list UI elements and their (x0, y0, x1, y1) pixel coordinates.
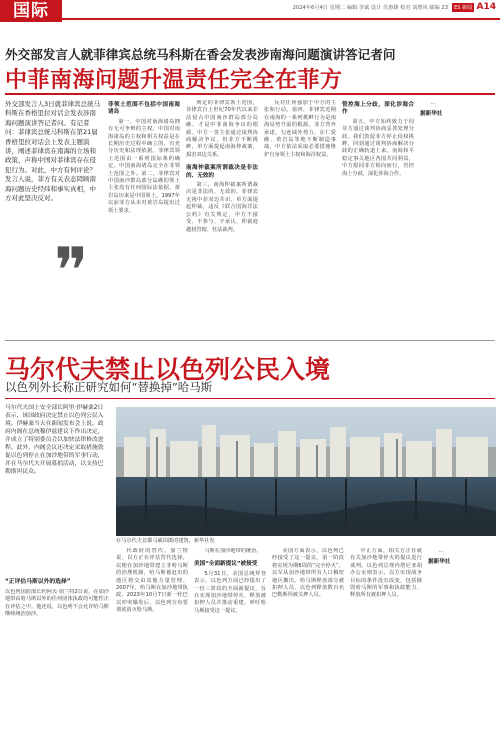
article1-col5-text: 第五，中方始终致力于同菲方通过谈判协商妥善处理分歧。我们敦促菲方停止侵权挑衅，回到通过谈判协商解决分歧的正确轨道上来。南海和平稳定事关地区各国共同利益，中方愿同菲方相向而行，管控海上分歧，深化涉海合作。 (342, 118, 414, 177)
article1-subtitle: 外交部发言人就菲律宾总统马科斯在香会发表涉南海问题演讲答记者问 (5, 47, 396, 62)
article2-box-text: 以色列国防部长约阿夫·加兰特2日说，在加沙地带由哈马斯以外的任何团体执政的可能性正在评估之中。他还说，以色列不会允许哈马斯继续统治加沙。 (5, 589, 109, 618)
article1-rule (5, 93, 495, 95)
page-number: A14 (476, 2, 496, 12)
article1-col3 (186, 100, 258, 332)
article2-col3-heading: 美国“全面新提议”被接受 (194, 561, 258, 568)
article2-col3-text: 马斯在加沙地带的统治。 (204, 548, 262, 554)
article2-col4-text: 美国方面表示，以色列已经接受了这一提议。第一阶段将实现为期6周的“完全停火”，以军从加沙地带所有人口稠密地区撤出，哈马斯释放部分被扣押人员，以色列释放数百名巴勒斯坦被关押人员。 (272, 548, 344, 599)
article1-col3-text: 规定的菲律宾领土范围，菲律宾自上世纪70年代以来非法侵占中国南沙群岛部分岛礁，才是中菲南海争议的根源。中方一贯主张通过谈判协商解决争议，但菲方不断挑衅，单方面提起南海仲裁案，损害双边关系。 (186, 100, 258, 158)
article2-col6 (428, 548, 495, 746)
article2-col2 (116, 548, 188, 746)
article2-lead: 马尔代夫国土安全部长阿里·伊赫桑2日表示，该国政府决定禁止以色列公民入境。伊赫桑当天在新闻发布会上说，政府内阁在总统穆伊兹建议下作出决定，并成立了特别委员会以加快法律修改进程。此外，内阁会议还决定采取措施敦促以色列停止在加沙地带的军事行动，并在马尔代夫开展募捐活动，以支持巴勒斯坦民众。 (5, 405, 104, 475)
article1-col4 (264, 100, 336, 332)
maldives-photo-image (116, 407, 496, 536)
photo-caption: 在马尔代夫首都马累拍摄的建筑，新华社发 (116, 538, 215, 544)
article1-col6 (420, 100, 495, 332)
article2-col2-text: 代政府的替代。加兰特说，以方正在评估替代选择，以便在加沙地带建立非哈马斯的治理机制，哈马斯被赶出的地区将交由其他力量管理。2007年，哈马斯在加沙地带执政。2023年10月7日新一轮巴以冲突爆发后，以色列宣布要彻底消灭哈马斯。 (116, 548, 188, 614)
article2-col3 (194, 548, 266, 746)
article1-col2-heading: 菲领土范围不包括中国南海诸岛 (108, 102, 180, 116)
article2-headline: 马尔代夫禁止以色列公民入境 (5, 355, 331, 384)
article1-col5-heading: 管控海上分歧，深化涉海合作 (342, 102, 414, 116)
article2-col3-text2: 5月31日，美国总统拜登表示，以色列方面已经提出了一份三阶段的全面新提议，旨在实现加沙地带停火、释放被扣押人员并推动重建，呼吁哈马斯接受这一提议。 (194, 570, 266, 614)
article1-col2 (108, 100, 180, 332)
article1-col3-heading: 南海仲裁案所谓裁决是非法的、无效的 (186, 165, 258, 179)
article1-col3-text2: 第三，南海仲裁案所谓裁决是非法的、无效的。菲律宾无视中菲双边共识，单方面提起仲裁，违反《联合国海洋法公约》有关规定，中方不接受、不参与、不承认，仲裁庭越权管辖、枉法裁判。 (186, 182, 258, 233)
article2-col6-text: … (438, 548, 444, 554)
article2-subtitle: 以色列外长称正研究如何“替换掉”哈马斯 (5, 380, 213, 394)
article2-col5 (350, 548, 422, 746)
article2-box (5, 576, 109, 746)
header-meta: 2024年6月4日 星期二 编辑 李斌 设计 肖惠雄 校对 刘增风 邮编 23 (292, 5, 448, 11)
article2-box-title: “正评估马斯以外的选择” (5, 579, 71, 585)
article1-lead: 外交部发言人3日就菲律宾总统马科斯在香格里拉对话会发表涉南海问题演讲答记者问。有记者问：菲律宾总统马科斯在第21届香格里拉对话会上发表主题演讲，阐述菲律宾在南海的立场和政策，声称中国对菲律宾存在侵犯行为。对此，中方有何评论？发言人说，菲方有关表态罔顾南海问题历史经纬和事实真相，中方对此坚决反对。 (5, 100, 101, 203)
article1-headline: 中菲南海问题升温责任完全在菲方 (5, 67, 343, 93)
maldives-photo (116, 407, 496, 536)
page-badge: ES 新闻 (454, 5, 472, 11)
article2-col4 (272, 548, 344, 746)
article-divider (5, 340, 495, 341)
section-tag: 国际 (0, 0, 62, 22)
article1-col5 (342, 100, 414, 332)
article1-col6-text: … (430, 100, 436, 106)
article2-col5-text: 中止方面，相关方正在就有关加沙地带停火的提议进行谈判。以色列总理内塔尼亚胡办公室则表示，以方实现战争目标的条件没有改变，包括摧毁哈马斯的军事和执政能力、释放所有被扣押人员。 (350, 548, 422, 599)
article2-source: 据新华社 (428, 559, 451, 566)
article1-source: 据新华社 (420, 111, 443, 118)
quote-icon: ❞ (54, 235, 89, 309)
article1-col2-text: 第一，中国对南海诸岛拥有无可争辩的主权。中国对南海诸岛的主权和相关权益是在长期历史过程中确立的，有充分历史和法理依据。菲律宾领土范围由一系列国际条约确定，中国南海诸岛完全在菲领土范围之外。第二，菲律宾对中国南沙群岛部分岛礁的领土主张没有任何国际法依据，黄岩岛历来是中国领土。1997年以前菲方从未对黄岩岛提出过领土要求。 (108, 118, 180, 214)
header-rule (62, 18, 500, 20)
article1-col4-text: 反对任何强加于中方的主张和行动。第四，菲律宾近期在南海的一系列挑衅行为是南海局势升温的根源。菲方背弃承诺，勾连域外势力，在仁爱礁、黄岩岛等地不断制造事端，中方依法采取必要措施维护自身领土主权和海洋权益。 (264, 100, 336, 158)
article2-rule (5, 398, 495, 399)
